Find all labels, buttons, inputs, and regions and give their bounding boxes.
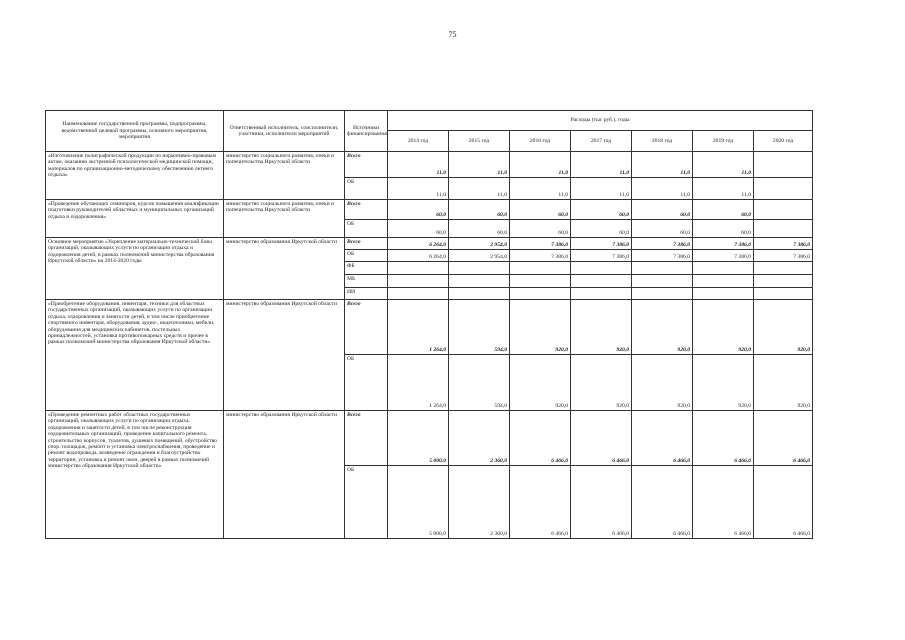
source-label: Всего xyxy=(345,411,388,466)
value-cell xyxy=(449,262,510,275)
value-cell xyxy=(571,275,632,288)
value-cell: 594,0 xyxy=(449,355,510,411)
page-number: 75 xyxy=(448,30,457,39)
value-cell: 6 466,0 xyxy=(754,466,813,539)
value-cell xyxy=(510,288,571,300)
header-year: 2016 год xyxy=(510,131,571,152)
value-cell: 11,0 xyxy=(510,152,571,178)
value-cell: 7 386,0 xyxy=(571,238,632,250)
value-cell: 60,0 xyxy=(693,220,754,238)
header-expenses: Расходы (тыс руб.), годы xyxy=(388,111,813,131)
header-name-column: Наименование государственной программы, подпрограммы, ведомственной целевой программы, основного мероприятия, мероприятия xyxy=(46,111,224,152)
value-cell: 7 386,0 xyxy=(510,250,571,262)
value-cell: 1 264,0 xyxy=(388,300,449,355)
value-cell: 60,0 xyxy=(632,220,693,238)
value-cell: 60,0 xyxy=(449,200,510,220)
value-cell: 7 386,0 xyxy=(754,238,813,250)
value-cell xyxy=(754,178,813,200)
value-cell: 2 954,0 xyxy=(449,238,510,250)
value-cell: 6 264,0 xyxy=(388,250,449,262)
value-cell: 7 386,0 xyxy=(693,250,754,262)
value-cell: 7 386,0 xyxy=(571,250,632,262)
value-cell xyxy=(754,262,813,275)
value-cell: 920,0 xyxy=(693,300,754,355)
source-label: Всего xyxy=(345,238,388,250)
header-year: 2020 год xyxy=(754,131,813,152)
value-cell xyxy=(754,152,813,178)
table-row xyxy=(46,238,813,250)
value-cell: 6 466,0 xyxy=(510,411,571,466)
value-cell xyxy=(632,288,693,300)
table-row xyxy=(46,152,813,178)
value-cell xyxy=(388,288,449,300)
header-year: 2014 год xyxy=(388,131,449,152)
value-cell: 594,0 xyxy=(449,300,510,355)
header-year: 2017 год xyxy=(571,131,632,152)
activity-executor: министерство образования Иркутской области xyxy=(224,238,345,300)
source-label: Всего xyxy=(345,300,388,355)
value-cell: 920,0 xyxy=(510,300,571,355)
value-cell: 920,0 xyxy=(693,355,754,411)
activity-name: «Проведение ремонтных работ областных государственных организаций, оказывающих услуги по организации отдыха, оздоровления и занятости детей, в том числе реконструкция оздоровительных организаций, проведение капитального ремонта, строительство корпусов, туалетов, душевых помещений, обустройство спор. площадок, ремонт и установка электроснабжения, проведение и ремонт водопровода, возведение ограждения и благоустройство территории, установка и ремонт окон, дверей в рамках полномочий министерства образования Иркутской области» xyxy=(46,411,224,539)
value-cell: 7 386,0 xyxy=(693,238,754,250)
value-cell: 6 466,0 xyxy=(754,411,813,466)
value-cell: 7 386,0 xyxy=(754,250,813,262)
value-cell xyxy=(754,200,813,220)
value-cell: 920,0 xyxy=(632,300,693,355)
source-label: ОБ xyxy=(345,355,388,411)
value-cell: 920,0 xyxy=(632,355,693,411)
value-cell: 60,0 xyxy=(510,220,571,238)
source-label: ИИ xyxy=(345,288,388,300)
value-cell: 2 360,0 xyxy=(449,466,510,539)
value-cell: 11,0 xyxy=(571,152,632,178)
value-cell xyxy=(571,262,632,275)
value-cell: 60,0 xyxy=(571,220,632,238)
value-cell: 6 466,0 xyxy=(693,411,754,466)
source-label: ОБ xyxy=(345,178,388,200)
value-cell: 2 360,0 xyxy=(449,411,510,466)
activity-name: «Приобретение оборудования, инвентаря, техники для областных государственных организаций, оказывающих услуги по организации отдыха, оздоровления и занятости детей, в том числе приобретение спортивного инвентаря, оборудования, аудио-, видеотехники, мебели, оборудования для медицинских кабинетов, постельных принадлежностей, установка противопожарных средств и прочее в рамках полномочий министерства образования Иркутской области» xyxy=(46,300,224,411)
value-cell: 60,0 xyxy=(449,220,510,238)
header-source-column: Источники финансирования xyxy=(345,111,388,152)
value-cell: 60,0 xyxy=(693,200,754,220)
value-cell xyxy=(632,262,693,275)
value-cell xyxy=(693,262,754,275)
source-label: ФБ xyxy=(345,262,388,275)
value-cell: 11,0 xyxy=(571,178,632,200)
activity-executor: министерство социального развития, опеки и попечительства Иркутской области xyxy=(224,152,345,200)
value-cell xyxy=(510,262,571,275)
activity-executor: министерство социального развития, опеки и попечительства Иркутской области xyxy=(224,200,345,238)
source-label: ОБ xyxy=(345,220,388,238)
value-cell: 920,0 xyxy=(571,300,632,355)
value-cell: 60,0 xyxy=(388,220,449,238)
value-cell: 920,0 xyxy=(754,355,813,411)
value-cell: 6 466,0 xyxy=(693,466,754,539)
value-cell: 7 386,0 xyxy=(632,238,693,250)
header-executor-column: Ответственный исполнитель, соисполнители, участники, исполнители мероприятий xyxy=(224,111,345,152)
activity-name: «Проведение обучающих семинаров, курсов повышения квалификации подготовки руководителей областных и муниципальных организаций отдыха и оздоровления» xyxy=(46,200,224,238)
value-cell: 2 954,0 xyxy=(449,250,510,262)
value-cell: 6 466,0 xyxy=(632,411,693,466)
table-row xyxy=(46,200,813,220)
source-label: Всего xyxy=(345,152,388,178)
source-label: ОБ xyxy=(345,466,388,539)
value-cell xyxy=(693,275,754,288)
activity-name: «Изготовление полиграфической продукции по нормативно-правовым актам, оказанию экстренной психологической медицинской помощи, материалов по организационно-методическому обеспечению летнего отдыха» xyxy=(46,152,224,200)
value-cell: 920,0 xyxy=(571,355,632,411)
value-cell: 11,0 xyxy=(693,152,754,178)
table-row xyxy=(46,411,813,466)
value-cell: 11,0 xyxy=(510,178,571,200)
source-label: МБ xyxy=(345,275,388,288)
value-cell: 920,0 xyxy=(754,300,813,355)
source-label: ОБ xyxy=(345,250,388,262)
value-cell: 920,0 xyxy=(510,355,571,411)
activity-name: Основное мероприятие «Укрепление материально-технической базы организаций, оказывающих услуги по организации отдыха и оздоровления детей, в рамках полномочий министерства образования Иркутской области» на 2014-2020 годы xyxy=(46,238,224,300)
value-cell xyxy=(754,288,813,300)
table-row xyxy=(46,300,813,355)
value-cell: 6 466,0 xyxy=(571,411,632,466)
value-cell xyxy=(571,288,632,300)
value-cell: 11,0 xyxy=(632,178,693,200)
value-cell xyxy=(754,275,813,288)
value-cell: 11,0 xyxy=(693,178,754,200)
value-cell xyxy=(693,288,754,300)
value-cell: 6 466,0 xyxy=(571,466,632,539)
value-cell: 60,0 xyxy=(632,200,693,220)
value-cell: 6 264,0 xyxy=(388,238,449,250)
value-cell: 7 386,0 xyxy=(632,250,693,262)
value-cell xyxy=(754,220,813,238)
header-year: 2018 год xyxy=(632,131,693,152)
value-cell xyxy=(632,275,693,288)
value-cell: 11,0 xyxy=(449,178,510,200)
value-cell xyxy=(388,262,449,275)
activity-executor: министерство образования Иркутской области xyxy=(224,300,345,411)
value-cell: 1 264,0 xyxy=(388,355,449,411)
budget-table xyxy=(45,110,813,539)
value-cell: 60,0 xyxy=(571,200,632,220)
value-cell: 11,0 xyxy=(449,152,510,178)
source-label: Всего xyxy=(345,200,388,220)
value-cell: 60,0 xyxy=(510,200,571,220)
value-cell: 5 000,0 xyxy=(388,411,449,466)
value-cell: 11,0 xyxy=(388,152,449,178)
value-cell: 11,0 xyxy=(632,152,693,178)
header-year: 2015 год xyxy=(449,131,510,152)
value-cell xyxy=(449,288,510,300)
value-cell: 6 466,0 xyxy=(510,466,571,539)
value-cell: 5 000,0 xyxy=(388,466,449,539)
value-cell: 11,0 xyxy=(388,178,449,200)
value-cell: 6 466,0 xyxy=(632,466,693,539)
header-year: 2019 год xyxy=(693,131,754,152)
activity-executor: министерство образования Иркутской области xyxy=(224,411,345,539)
value-cell xyxy=(388,275,449,288)
value-cell: 7 386,0 xyxy=(510,238,571,250)
value-cell xyxy=(449,275,510,288)
value-cell: 60,0 xyxy=(388,200,449,220)
value-cell xyxy=(510,275,571,288)
